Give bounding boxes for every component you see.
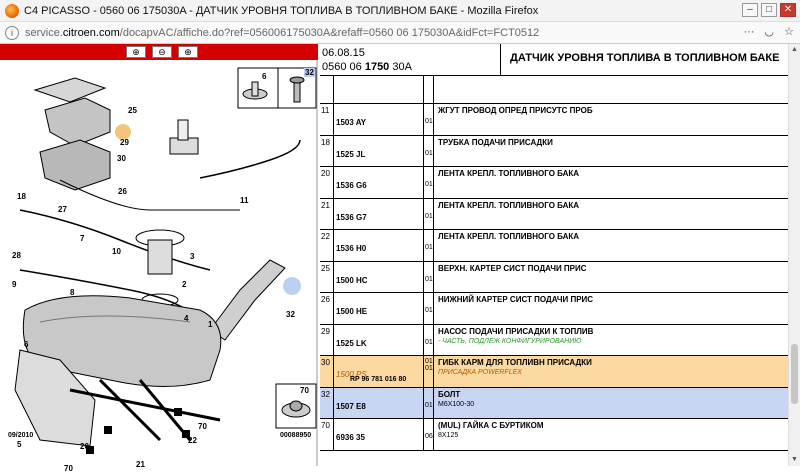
parts-table	[320, 104, 788, 451]
nut-marker	[104, 426, 112, 434]
table-row-highlighted[interactable]	[320, 388, 788, 420]
url-path: /docapvAC/affiche.do?ref=056006175030A&refaff=0560 06 175030A&idFct=FCT0512	[119, 26, 540, 39]
part-desc: НИЖНИЙ КАРТЕР СИСТ ПОДАЧИ ПРИС	[438, 295, 594, 304]
row-number: 20	[320, 167, 334, 198]
diagram-id: 00088950	[280, 432, 312, 439]
parts-diagram-panel	[0, 44, 318, 473]
inset-label-70[interactable]: 70	[300, 386, 309, 395]
part-desc-cell	[434, 419, 788, 450]
row-number: 30	[320, 356, 334, 387]
table-row[interactable]	[320, 262, 788, 294]
row-number: 29	[320, 325, 334, 356]
part-desc: ЛЕНТА КРЕПЛ. ТОПЛИВНОГО БАКА	[438, 200, 580, 210]
label-11[interactable]: 11	[240, 196, 249, 205]
part-desc-cell	[434, 230, 788, 261]
part-qty-2: 01	[425, 365, 433, 372]
part-ref[interactable]: 1500 HE	[334, 293, 424, 324]
label-21[interactable]: 21	[136, 460, 145, 469]
label-27[interactable]: 27	[58, 205, 67, 214]
part-qty: 01	[424, 136, 434, 167]
label-22[interactable]: 22	[188, 436, 197, 445]
inset-label-6[interactable]: 6	[262, 72, 267, 81]
label-7[interactable]: 7	[80, 234, 85, 243]
part-desc: НАСОС ПОДАЧИ ПРИСАДКИ К ТОПЛИВ	[438, 326, 594, 336]
part-qty: 01	[424, 230, 434, 261]
table-top-spacer	[320, 76, 788, 104]
table-row[interactable]	[320, 325, 788, 357]
label-20[interactable]: 20	[80, 442, 89, 451]
nut-marker	[174, 408, 182, 416]
part-desc: БОЛТ	[438, 389, 461, 399]
label-29[interactable]: 29	[120, 138, 129, 147]
additive-pump	[170, 120, 198, 154]
callout-32[interactable]	[283, 277, 301, 295]
filler-neck	[210, 260, 285, 340]
firefox-icon	[5, 4, 19, 18]
table-row[interactable]	[320, 104, 788, 136]
part-qty: 01	[424, 104, 434, 135]
row-number: 11	[320, 104, 334, 135]
row-number: 18	[320, 136, 334, 167]
part-ref[interactable]: 1536 G7	[334, 199, 424, 230]
part-desc-cell	[434, 262, 788, 293]
zoom-out-button[interactable]: ⊖	[152, 46, 172, 58]
maximize-button[interactable]: □	[761, 3, 777, 17]
label-30[interactable]: 30	[117, 154, 126, 163]
label-8[interactable]: 8	[70, 288, 75, 297]
part-desc: ВЕРХН. КАРТЕР СИСТ ПОДАЧИ ПРИС	[438, 263, 587, 273]
pipe-11	[200, 140, 300, 178]
part-note: - ЧАСТЬ, ПОДЛЕЖ КОНФИГУРИРОВАНИЮ	[438, 337, 582, 345]
part-note: 8X125	[438, 432, 459, 439]
row-number: 32	[320, 388, 334, 419]
part-qty: 01	[424, 262, 434, 293]
part-note: ПРИСАДКА POWERFLEX	[438, 369, 522, 376]
catalog-date: 06.08.15	[322, 47, 365, 59]
part-desc-cell	[434, 167, 788, 198]
site-info-icon[interactable]: i	[5, 26, 19, 40]
address-bar[interactable]	[0, 22, 800, 44]
parts-list-panel	[320, 44, 788, 466]
label-18[interactable]: 18	[17, 192, 26, 201]
part-desc-cell	[434, 388, 788, 419]
part-qty	[424, 356, 434, 387]
label-25[interactable]: 25	[128, 106, 137, 115]
part-desc: ТРУБКА ПОДАЧИ ПРИСАДКИ	[438, 137, 553, 147]
part-desc: ЛЕНТА КРЕПЛ. ТОПЛИВНОГО БАКА	[438, 169, 580, 178]
label-10[interactable]: 10	[112, 247, 121, 256]
table-row[interactable]	[320, 167, 788, 199]
part-desc-cell	[434, 356, 788, 387]
row-number: 70	[320, 419, 334, 450]
window-controls	[742, 3, 796, 17]
diagram-date: 09/2010	[8, 432, 34, 439]
parts-header	[320, 44, 788, 76]
fuel-level-sender	[136, 230, 187, 306]
label-2[interactable]: 2	[182, 280, 187, 289]
label-70[interactable]: 70	[198, 422, 207, 431]
upper-additive-housing	[35, 78, 110, 190]
part-desc-cell	[434, 104, 788, 135]
part-desc: ГИБК КАРМ ДЛЯ ТОПЛИВН ПРИСАДКИ	[438, 358, 592, 367]
part-qty: 06	[424, 419, 434, 450]
row-number: 22	[320, 230, 334, 261]
part-ref[interactable]: 6936 35	[334, 419, 424, 450]
part-desc-cell	[434, 136, 788, 167]
exploded-parts-drawing[interactable]	[0, 60, 318, 466]
url-prefix: service.	[25, 26, 63, 39]
minimize-button[interactable]: –	[742, 3, 758, 17]
part-ref[interactable]: 1525 LK	[334, 325, 424, 356]
replacement-ref[interactable]: RP 96 781 016 80	[350, 376, 407, 383]
zoom-fit-button[interactable]: ⊕	[178, 46, 198, 58]
part-ref[interactable]: 1536 H0	[334, 230, 424, 261]
label-6[interactable]: 6	[24, 340, 29, 349]
part-qty: 01	[424, 167, 434, 198]
close-button[interactable]: ✕	[780, 3, 796, 17]
window-title: C4 PICASSO - 0560 06 175030A - ДАТЧИК УРОВНЯ ТОПЛИВА В ТОПЛИВНОМ БАКЕ - Mozilla Firefox	[24, 4, 539, 17]
scroll-thumb[interactable]	[791, 344, 798, 404]
ref-part-2: 30A	[392, 61, 412, 73]
part-desc-cell	[434, 199, 788, 230]
pocket-icon[interactable]: ◡	[764, 26, 774, 38]
part-ref[interactable]: 1525 JL	[334, 136, 424, 167]
ref-part-1: 0560 06	[322, 61, 362, 73]
vertical-scrollbar[interactable]	[788, 44, 800, 466]
part-desc: ЖГУТ ПРОВОД ОПРЕД ПРИСУТС ПРОБ	[438, 106, 593, 115]
label-1[interactable]: 1	[208, 320, 213, 329]
table-row[interactable]	[320, 136, 788, 168]
table-row[interactable]	[320, 293, 788, 325]
urlbar-actions	[742, 25, 796, 39]
url-text[interactable]	[25, 27, 539, 39]
part-ref[interactable]: 1500 HC	[334, 262, 424, 293]
label-4[interactable]: 4	[184, 314, 189, 323]
label-70[interactable]: 70	[64, 464, 73, 473]
page-title: ДАТЧИК УРОВНЯ ТОПЛИВА В ТОПЛИВНОМ БАКЕ	[510, 52, 780, 64]
window-titlebar	[0, 0, 800, 22]
part-qty: 01	[424, 199, 434, 230]
part-desc: (MUL) ГАЙКА С БУРТИКОМ	[438, 421, 544, 430]
part-ref[interactable]: 1536 G6	[334, 167, 424, 198]
bookmark-star-icon[interactable]: ☆	[784, 26, 794, 38]
part-desc-cell	[434, 293, 788, 324]
label-32[interactable]: 32	[286, 310, 295, 319]
part-note: M6X100-30	[438, 400, 475, 408]
table-row[interactable]	[320, 230, 788, 262]
row-number: 26	[320, 293, 334, 324]
part-ref[interactable]: 1503 AY	[334, 104, 424, 135]
part-desc-cell	[434, 325, 788, 356]
table-row-selected[interactable]	[320, 356, 788, 388]
row-number: 21	[320, 199, 334, 230]
zoom-in-button[interactable]: ⊕	[126, 46, 146, 58]
label-26[interactable]: 26	[118, 187, 127, 196]
row-number: 25	[320, 262, 334, 293]
ref-part-bold: 1750	[364, 61, 390, 73]
inset-label-32[interactable]: 32	[305, 68, 314, 77]
label-5[interactable]: 5	[17, 440, 22, 449]
url-domain: citroen.com	[62, 26, 120, 39]
scroll-down-icon[interactable]: ▼	[791, 456, 798, 463]
label-28[interactable]: 28	[12, 251, 21, 260]
part-ref[interactable]: 1507 E8	[334, 388, 424, 419]
part-qty: 01	[424, 388, 434, 419]
table-row[interactable]	[320, 419, 788, 451]
more-actions-icon[interactable]: ···	[743, 26, 755, 38]
part-qty: 01	[424, 293, 434, 324]
part-reference	[322, 61, 412, 73]
scroll-up-icon[interactable]: ▲	[791, 46, 798, 53]
part-ref-text: 1500 PS	[336, 370, 367, 379]
part-qty: 01	[424, 325, 434, 356]
part-qty-1: 01	[425, 358, 433, 365]
label-3[interactable]: 3	[190, 252, 195, 261]
table-row[interactable]	[320, 199, 788, 231]
label-9[interactable]: 9	[12, 280, 17, 289]
part-desc: ЛЕНТА КРЕПЛ. ТОПЛИВНОГО БАКА	[438, 232, 580, 241]
